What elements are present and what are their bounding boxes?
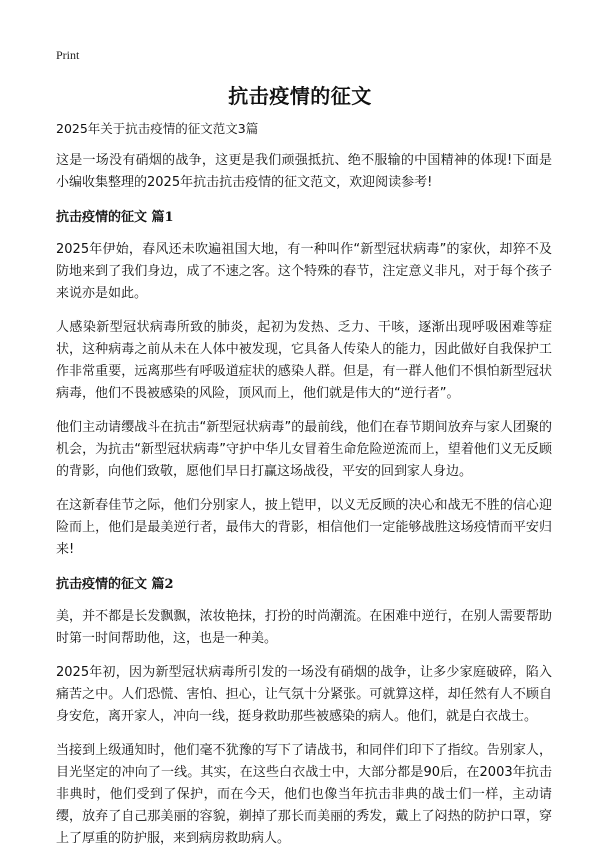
print-link[interactable]: Print [56,48,80,62]
paragraph: 2025年伊始，春风还未吹遍祖国大地，有一种叫作“新型冠状病毒”的家伙，却猝不及防地来到了我们身边，成了不速之客。这个特殊的春节，注定意义非凡，对于每个孩子来说亦是如此。 [56,242,552,301]
paragraph: 当接到上级通知时，他们毫不犹豫的写下了请战书，和同伴们印下了指纹。告别家人，目光坚定的冲向了一线。其实，在这些白衣战士中，大部分都是90后，在2003年抗击非典时，他们受到了保护，而在今天，他们也像当年抗击非典的战士们一样，主动请缨，放弃了自己那美丽的容貌，剃掉了那长而美丽的秀发，戴上了闷热的防护口罩，穿上了厚重的防护服，来到病房救助病人。 [56,743,552,846]
paragraph: 美，并不都是长发飘飘，浓妆艳抹，打扮的时尚潮流。在困难中逆行，在别人需要帮助时第一时间帮助他，这，也是一种美。 [56,609,552,646]
page-title: 抗击疫情的征文 [228,84,372,108]
section-heading: 抗击疫情的征文 篇1 [56,210,174,225]
paragraph: 在这新春佳节之际，他们分别家人，披上铠甲，以义无反顾的决心和战无不胜的信心迎险而上，他们是最美逆行者，最伟大的背影，相信他们一定能够战胜这场疫情而平安归来! [56,498,552,557]
section-2 [56,573,552,850]
document-body [56,120,552,862]
paragraph: 他们主动请缨战斗在抗击“新型冠状病毒”的最前线，他们在春节期间放弃与家人团聚的机会，为抗击“新型冠状病毒”守护中华儿女冒着生命危险逆流而上，望着他们义无反顾的背影，向他们致敬，愿他们早日打赢这场战役，平安的回到家人身边。 [56,420,552,479]
paragraph: 人感染新型冠状病毒所致的肺炎，起初为发热、乏力、干咳，逐渐出现呼吸困难等症状，这种病毒之前从未在人体中被发现，它具备人传染人的能力，因此做好自我保护工作非常重要，远离那些有呼吸道症状的感染人群。但是，有一群人他们不惧怕新型冠状病毒，他们不畏被感染的风险，顶风而上，他们就是伟大的“逆行者”。 [56,320,552,401]
paragraph: 2025年初，因为新型冠状病毒所引发的一场没有硝烟的战争，让多少家庭破碎，陷入痛苦之中。人们恐慌、害怕、担心，让气氛十分紧张。可就算这样，却任然有人不顾自身安危，离开家人，冲向一线，挺身救助那些被感染的病人。他们，就是白衣战士。 [56,665,552,724]
intro-paragraph: 这是一场没有硝烟的战争，这更是我们顽强抵抗、绝不服输的中国精神的体现!下面是小编收集整理的2025年抗击抗击疫情的征文范文，欢迎阅读参考! [56,153,552,190]
section-heading: 抗击疫情的征文 篇2 [56,577,174,592]
document-subtitle: 2025年关于抗击疫情的征文范文3篇 [56,121,259,136]
section-1 [56,206,552,561]
